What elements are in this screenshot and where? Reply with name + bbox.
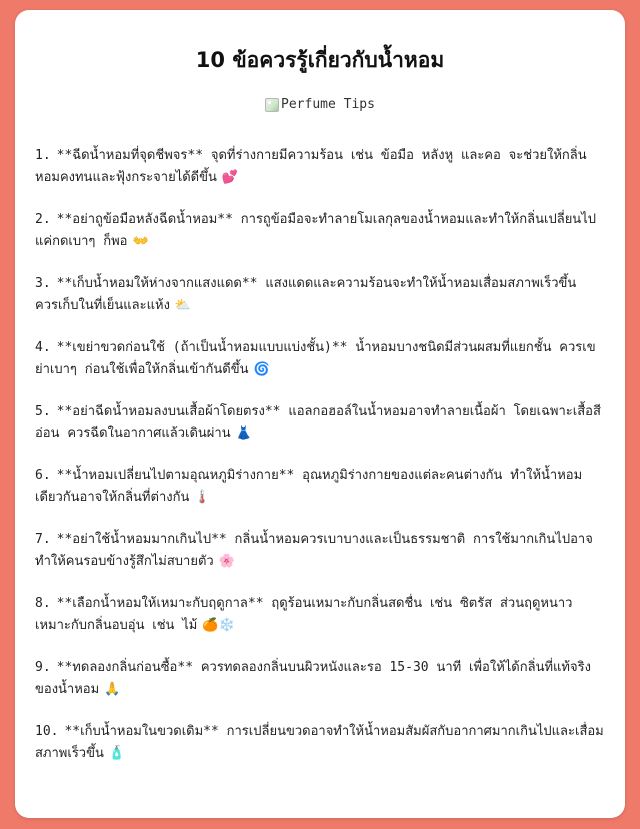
- tip-item: [35, 337, 605, 381]
- tip-item: [35, 721, 605, 765]
- orange-snowflake-icon: 🍊❄️: [202, 618, 235, 633]
- tip-text: **เขย่าขวดก่อนใช้ (ถ้าเป็นน้ำหอมแบบแบ่งชั้น)** น้ำหอมบางชนิดมีส่วนผสมที่แยกชั้น ควรเขย่าเบาๆ ก่อนใช้เพื่อให้กลิ่นเข้ากันดีขึ้น: [35, 340, 596, 377]
- tip-text: **อย่าฉีดน้ำหอมลงบนเสื้อผ้าโดยตรง** แอลกอฮอล์ในน้ำหอมอาจทำลายเนื้อผ้า โดยเฉพาะเสื้อสีอ่อน ควรฉีดในอากาศแล้วเดินผ่าน: [35, 404, 601, 441]
- tip-item: [35, 273, 605, 317]
- tip-number: 7.: [35, 532, 51, 547]
- tip-item: [35, 209, 605, 253]
- tip-item: [35, 593, 605, 637]
- broken-image: [265, 96, 375, 114]
- flower-icon: 🌸: [218, 554, 235, 569]
- tip-item: [35, 465, 605, 509]
- tip-number: 4.: [35, 340, 51, 355]
- swirl-icon: 🌀: [253, 362, 270, 377]
- tip-item: [35, 401, 605, 445]
- tip-text: **เก็บน้ำหอมให้ห่างจากแสงแดด** แสงแดดและความร้อนจะทำให้น้ำหอมเสื่อมสภาพเร็วขึ้น ควรเก็บในที่เย็นและแห้ง: [35, 276, 577, 313]
- tip-number: 3.: [35, 276, 51, 291]
- tip-text: **เก็บน้ำหอมในขวดเดิม** การเปลี่ยนขวดอาจทำให้น้ำหอมสัมผัสกับอากาศมากเกินไปและเสื่อมสภาพเร็วขึ้น: [35, 724, 604, 761]
- tip-item: [35, 529, 605, 573]
- tip-text: **ทดลองกลิ่นก่อนซื้อ** ควรทดลองกลิ่นบนผิวหนังและรอ 15-30 นาที เพื่อให้ได้กลิ่นที่แท้จริงของน้ำหอม: [35, 660, 591, 697]
- sun-cloud-icon: ⛅: [174, 298, 192, 313]
- praying-hands-icon: 🙏: [104, 682, 121, 697]
- tip-number: 8.: [35, 596, 51, 611]
- dress-icon: 👗: [235, 426, 252, 441]
- tip-text: **อย่าถูข้อมือหลังฉีดน้ำหอม** การถูข้อมือจะทำลายโมเลกุลของน้ำหอมและทำให้กลิ่นเปลี่ยนไป แค่กดเบาๆ ก็พอ: [35, 212, 596, 249]
- tip-text: **ฉีดน้ำหอมที่จุดชีพจร** จุดที่ร่างกายมีความร้อน เช่น ข้อมือ หลังหู และคอ จะช่วยให้กลิ่นหอมคงทนและฟุ้งกระจายได้ดีขึ้น: [35, 148, 587, 185]
- heart-icon: 💕: [221, 170, 239, 185]
- tip-text: **น้ำหอมเปลี่ยนไปตามอุณหภูมิร่างกาย** อุณหภูมิร่างกายของแต่ละคนต่างกัน ทำให้น้ำหอมเดียวกันอาจให้กลิ่นที่ต่างกัน: [35, 468, 583, 505]
- tip-number: 5.: [35, 404, 51, 419]
- tip-text: **เลือกน้ำหอมให้เหมาะกับฤดูกาล** ฤดูร้อนเหมาะกับกลิ่นสดชื่น เช่น ซิตรัส ส่วนฤดูหนาวเหมาะกับกลิ่นอบอุ่น เช่น ไม้: [35, 596, 573, 633]
- tip-number: 6.: [35, 468, 51, 483]
- tip-number: 2.: [35, 212, 51, 227]
- image-alt-text: Perfume Tips: [281, 97, 375, 112]
- thermometer-icon: 🌡️: [194, 490, 211, 505]
- tip-number: 9.: [35, 660, 51, 675]
- page-title: 10 ข้อควรรู้เกี่ยวกับน้ำหอม: [195, 48, 445, 72]
- hero-image: [35, 96, 605, 118]
- tips-list: [35, 145, 605, 765]
- tip-text: **อย่าใช้น้ำหอมมากเกินไป** กลิ่นน้ำหอมควรเบาบางและเป็นธรรมชาติ การใช้มากเกินไปอาจทำให้คนรอบข้างรู้สึกไม่สบายตัว: [35, 532, 593, 569]
- tip-number: 1.: [35, 148, 51, 163]
- bottle-icon: 🧴: [108, 746, 126, 761]
- content-card: [15, 10, 625, 818]
- tip-item: [35, 145, 605, 189]
- image-placeholder-icon: [265, 98, 279, 112]
- open-hands-icon: 👐: [132, 234, 149, 249]
- tip-number: 10.: [35, 724, 59, 739]
- tip-item: [35, 657, 605, 701]
